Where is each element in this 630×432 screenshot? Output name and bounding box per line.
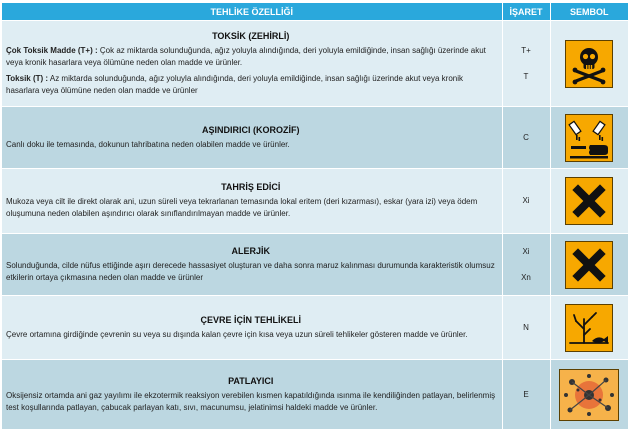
header-sign: İŞARET xyxy=(502,3,550,21)
sign-code: N xyxy=(523,322,529,332)
hazard-table xyxy=(2,3,628,430)
hazard-symbol-cell xyxy=(550,234,628,296)
sign-code: Xi xyxy=(522,246,530,256)
hazard-title: TAHRİŞ EDİCİ xyxy=(221,182,281,192)
hazard-title: ALERJİK xyxy=(231,245,270,256)
hazard-description xyxy=(2,169,502,234)
hazard-symbol-cell xyxy=(550,296,628,360)
table-row-environment xyxy=(2,296,628,360)
hazard-description xyxy=(2,107,502,169)
explosion-icon xyxy=(559,369,619,421)
table-row-corrosive xyxy=(2,107,628,169)
hazard-paragraph xyxy=(6,45,496,69)
table-row-allergic xyxy=(2,234,628,296)
hazard-text: Solunduğunda, cilde nüfus ettiğinde aşırı derecede hassasiyet oluşturan ve daha sonra maruz kalınması durumunda karakteristik olumsuz etkilerin ortaya çıkmasına neden olan madde ve ürünler xyxy=(6,260,495,282)
hazard-text: Oksijensiz ortamda ani gaz yayılımı ile ekzotermik reaksiyon verebilen kısmen kapatıldığında ısınma ile kendiliğinden patlayan, belirlenmiş test koşullarında patlayan, çabucak parlayan katı, sıvı, macunumsu, jelatinimsi haldeki madde ve ürünler. xyxy=(6,390,496,412)
hazard-description xyxy=(2,360,502,430)
hazard-description xyxy=(2,296,502,360)
table-row-explosive xyxy=(2,360,628,430)
table-row-irritant xyxy=(2,169,628,234)
hazard-title: ÇEVRE İÇİN TEHLİKELİ xyxy=(200,314,301,325)
hazard-sign xyxy=(502,21,550,107)
hazard-description xyxy=(2,234,502,296)
hazard-sign xyxy=(502,107,550,169)
hazard-text: Az miktarda solunduğunda, ağız yoluyla alındığında, deri yoluyla emildiğinde, insan sağlığı üzerinde akut veya kronik hasarlara veya ölümüne neden olan madde ve ürünler xyxy=(6,73,463,95)
header-hazard-property: TEHLİKE ÖZELLİĞİ xyxy=(2,3,502,21)
hazard-sign xyxy=(502,360,550,430)
hazard-text: Çok az miktarda solunduğunda, ağız yoluyla alındığında, deri yoluyla emildiğinde, insan sağlığı üzerinde akut veya kronik hasarlara veya ölümüne neden olan madde ve ürünler. xyxy=(6,45,486,67)
sign-code: C xyxy=(523,132,529,142)
cross-icon xyxy=(565,241,613,289)
cross-icon xyxy=(565,177,613,225)
header-symbol: SEMBOL xyxy=(550,3,628,21)
hazard-term: Çok Toksik Madde (T+) : xyxy=(6,45,98,55)
hazard-title: PATLAYICI xyxy=(228,375,274,386)
hazard-symbol-cell xyxy=(550,21,628,107)
hazard-description xyxy=(2,21,502,107)
sign-code: T+ xyxy=(521,45,531,55)
hazard-sign xyxy=(502,296,550,360)
dead-tree-fish-icon xyxy=(565,304,613,352)
hazard-symbol-cell xyxy=(550,360,628,430)
skull-crossbones-icon xyxy=(565,40,613,88)
hazard-term: Toksik (T) : xyxy=(6,73,49,83)
hazard-text: Canlı doku ile temasında, dokunun tahribatına neden olabilen madde ve ürünler. xyxy=(6,139,290,149)
sign-code: Xn xyxy=(521,272,531,282)
hazard-sign xyxy=(502,169,550,234)
hazard-sign xyxy=(502,234,550,296)
corrosive-icon xyxy=(565,114,613,162)
hazard-paragraph xyxy=(6,73,496,97)
hazard-symbol-cell xyxy=(550,107,628,169)
hazard-text: Çevre ortamına girdiğinde çevrenin su veya su dışında kalan çevre için kısa veya uzun süreli tehlikeler gösteren madde ve ürünler. xyxy=(6,329,468,339)
table-row-toxic xyxy=(2,21,628,107)
hazard-title: AŞINDIRICI (KOROZİF) xyxy=(202,124,300,135)
hazard-title: TOKSİK (ZEHİRLİ) xyxy=(212,30,290,41)
table-header-row xyxy=(2,3,628,21)
sign-code: E xyxy=(523,389,529,399)
hazard-symbol-cell xyxy=(550,169,628,234)
hazard-text: Mukoza veya cilt ile direkt olarak ani, uzun süreli veya tekrarlanan temasında lokal eritem (deri kızarması), eskar (yara izi) veya ödem oluşumuna neden olabilen aşındırıcı olarak sınıflandırılmayan madde ve ürünler. xyxy=(6,197,478,218)
sign-code: Xi xyxy=(522,196,530,205)
sign-code: T xyxy=(523,71,529,81)
